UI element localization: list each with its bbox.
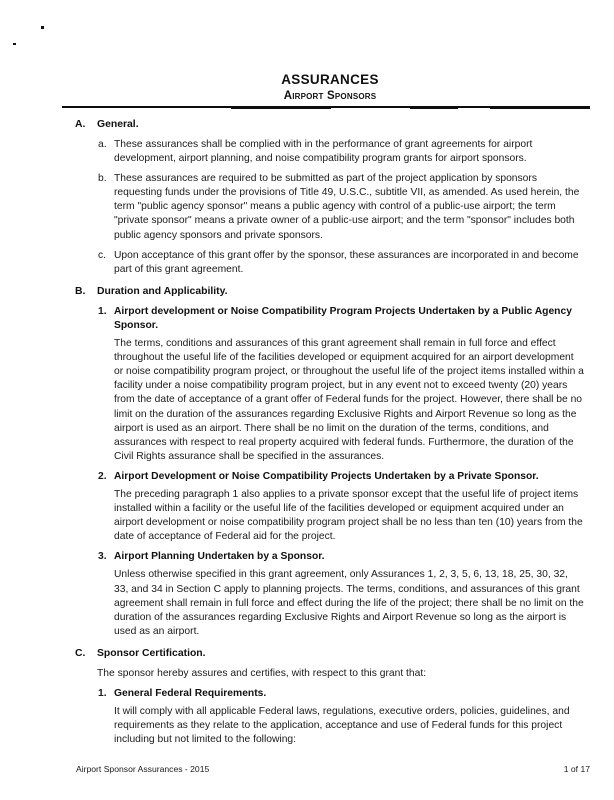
item-text: It will comply with all applicable Federal laws, regulations, executive orders, policies, guidelines, and requirements as they relate to the application, acceptance and use of Federal funds for this project including but not limited to the following: xyxy=(114,706,570,746)
item-label: 1. xyxy=(98,305,107,317)
section-heading-row xyxy=(75,647,585,661)
list-item xyxy=(75,550,585,639)
item-text: Unless otherwise specified in this grant agreement, only Assurances 1, 2, 3, 5, 6, 13, 18, 25, 30, 32, 33, and 34 in Section C apply to planning projects. The terms, conditions, and assurances of this grant agreement shall remain in full force and effect during the life of the project; there shall be no limit on the duration of the assurances regarding Exclusive Rights and Airport Revenue so long as the airport is used as an airport. xyxy=(114,569,584,637)
list-item xyxy=(75,305,585,464)
section-label: B. xyxy=(75,285,86,297)
item-label: b. xyxy=(98,173,107,185)
section-heading: General. xyxy=(97,119,139,130)
page-content xyxy=(75,72,585,747)
item-label: 3. xyxy=(98,551,107,563)
footer-doc-name: Airport Sponsor Assurances - 2015 xyxy=(76,764,210,774)
item-label: 1. xyxy=(98,688,107,699)
header-rule-segment xyxy=(410,106,458,109)
list-item xyxy=(75,138,585,166)
section-heading: Sponsor Certification. xyxy=(97,647,206,659)
header-rule-segment xyxy=(490,106,590,109)
section-heading-row xyxy=(75,285,585,299)
section-label: A. xyxy=(75,119,86,130)
header-rule-segment xyxy=(231,106,331,109)
item-text: These assurances shall be complied with in the performance of grant agreements for airport development, airport planning, and noise compatibility program grants for airport sponsors. xyxy=(114,139,533,165)
list-item xyxy=(75,687,585,747)
scan-artifact-dot xyxy=(13,43,16,45)
document-title: ASSURANCES xyxy=(281,72,379,87)
section-sponsor-certification xyxy=(75,647,585,747)
section-duration-applicability xyxy=(75,285,585,639)
header-rule xyxy=(62,106,590,110)
document-subtitle: Airport Sponsors xyxy=(283,90,377,102)
item-text: The preceding paragraph 1 also applies to a private sponsor except that the useful life of project items installed within a facility or the useful life of the facilities developed or equipment acquired under an airport development or noise compatibility program project shall be no less than ten (10) years from the date of acceptance of Federal aid for the project. xyxy=(114,488,583,543)
list-item xyxy=(75,172,585,242)
section-heading-row xyxy=(75,118,585,132)
section-label: C. xyxy=(75,647,86,659)
item-label: 2. xyxy=(98,470,107,482)
item-text: Upon acceptance of this grant offer by the sponsor, these assurances are incorporated in and become part of this grant agreement. xyxy=(114,249,579,275)
list-item xyxy=(75,249,585,277)
footer-page-number: 1 of 17 xyxy=(563,764,590,774)
section-general xyxy=(75,118,585,277)
section-heading: Duration and Applicability. xyxy=(97,285,228,297)
item-label: c. xyxy=(98,249,107,261)
scan-artifact-dot xyxy=(41,26,44,29)
item-heading: Airport Development or Noise Compatibility Projects Undertaken by a Private Sponsor. xyxy=(114,470,539,482)
item-heading: Airport development or Noise Compatibility Program Projects Undertaken by a Public Agency Sponsor. xyxy=(114,305,572,331)
item-label: a. xyxy=(98,139,107,150)
section-intro: The sponsor hereby assures and certifies, with respect to this grant that: xyxy=(97,667,427,679)
item-heading: Airport Planning Undertaken by a Sponsor. xyxy=(114,551,325,563)
list-item xyxy=(75,470,585,544)
item-text: These assurances are required to be submitted as part of the project application by sponsors requesting funds under the provisions of Title 49, U.S.C., subtitle VII, as amended. As used herein, the term "public agency sponsor" means a public agency with control of a public-use airport; the term "private sponsor" means a private owner of a public-use airport; and the term "sponsor" includes both public agency sponsors and private sponsors. xyxy=(114,173,580,241)
page-footer xyxy=(76,764,590,774)
item-heading: General Federal Requirements. xyxy=(114,688,267,699)
item-text: The terms, conditions and assurances of this grant agreement shall remain in full force and effect throughout the useful life of the facilities developed or equipment acquired for an airport development or noise compatibility program project, or throughout the useful life of the project items installed within a facility under a noise compatibility program project, but in any event not to exceed twenty (20) years from the date of acceptance of a grant offer of Federal funds for the project. However, there shall be no limit on the duration of the assurances regarding Exclusive Rights and Airport Revenue so long as the airport is used as an airport. There shall be no limit on the duration of the terms, conditions, and assurances with respect to real property acquired with federal funds. Furthermore, the duration of the Civil Rights assurance shall be specified in the assurances. xyxy=(114,338,584,462)
